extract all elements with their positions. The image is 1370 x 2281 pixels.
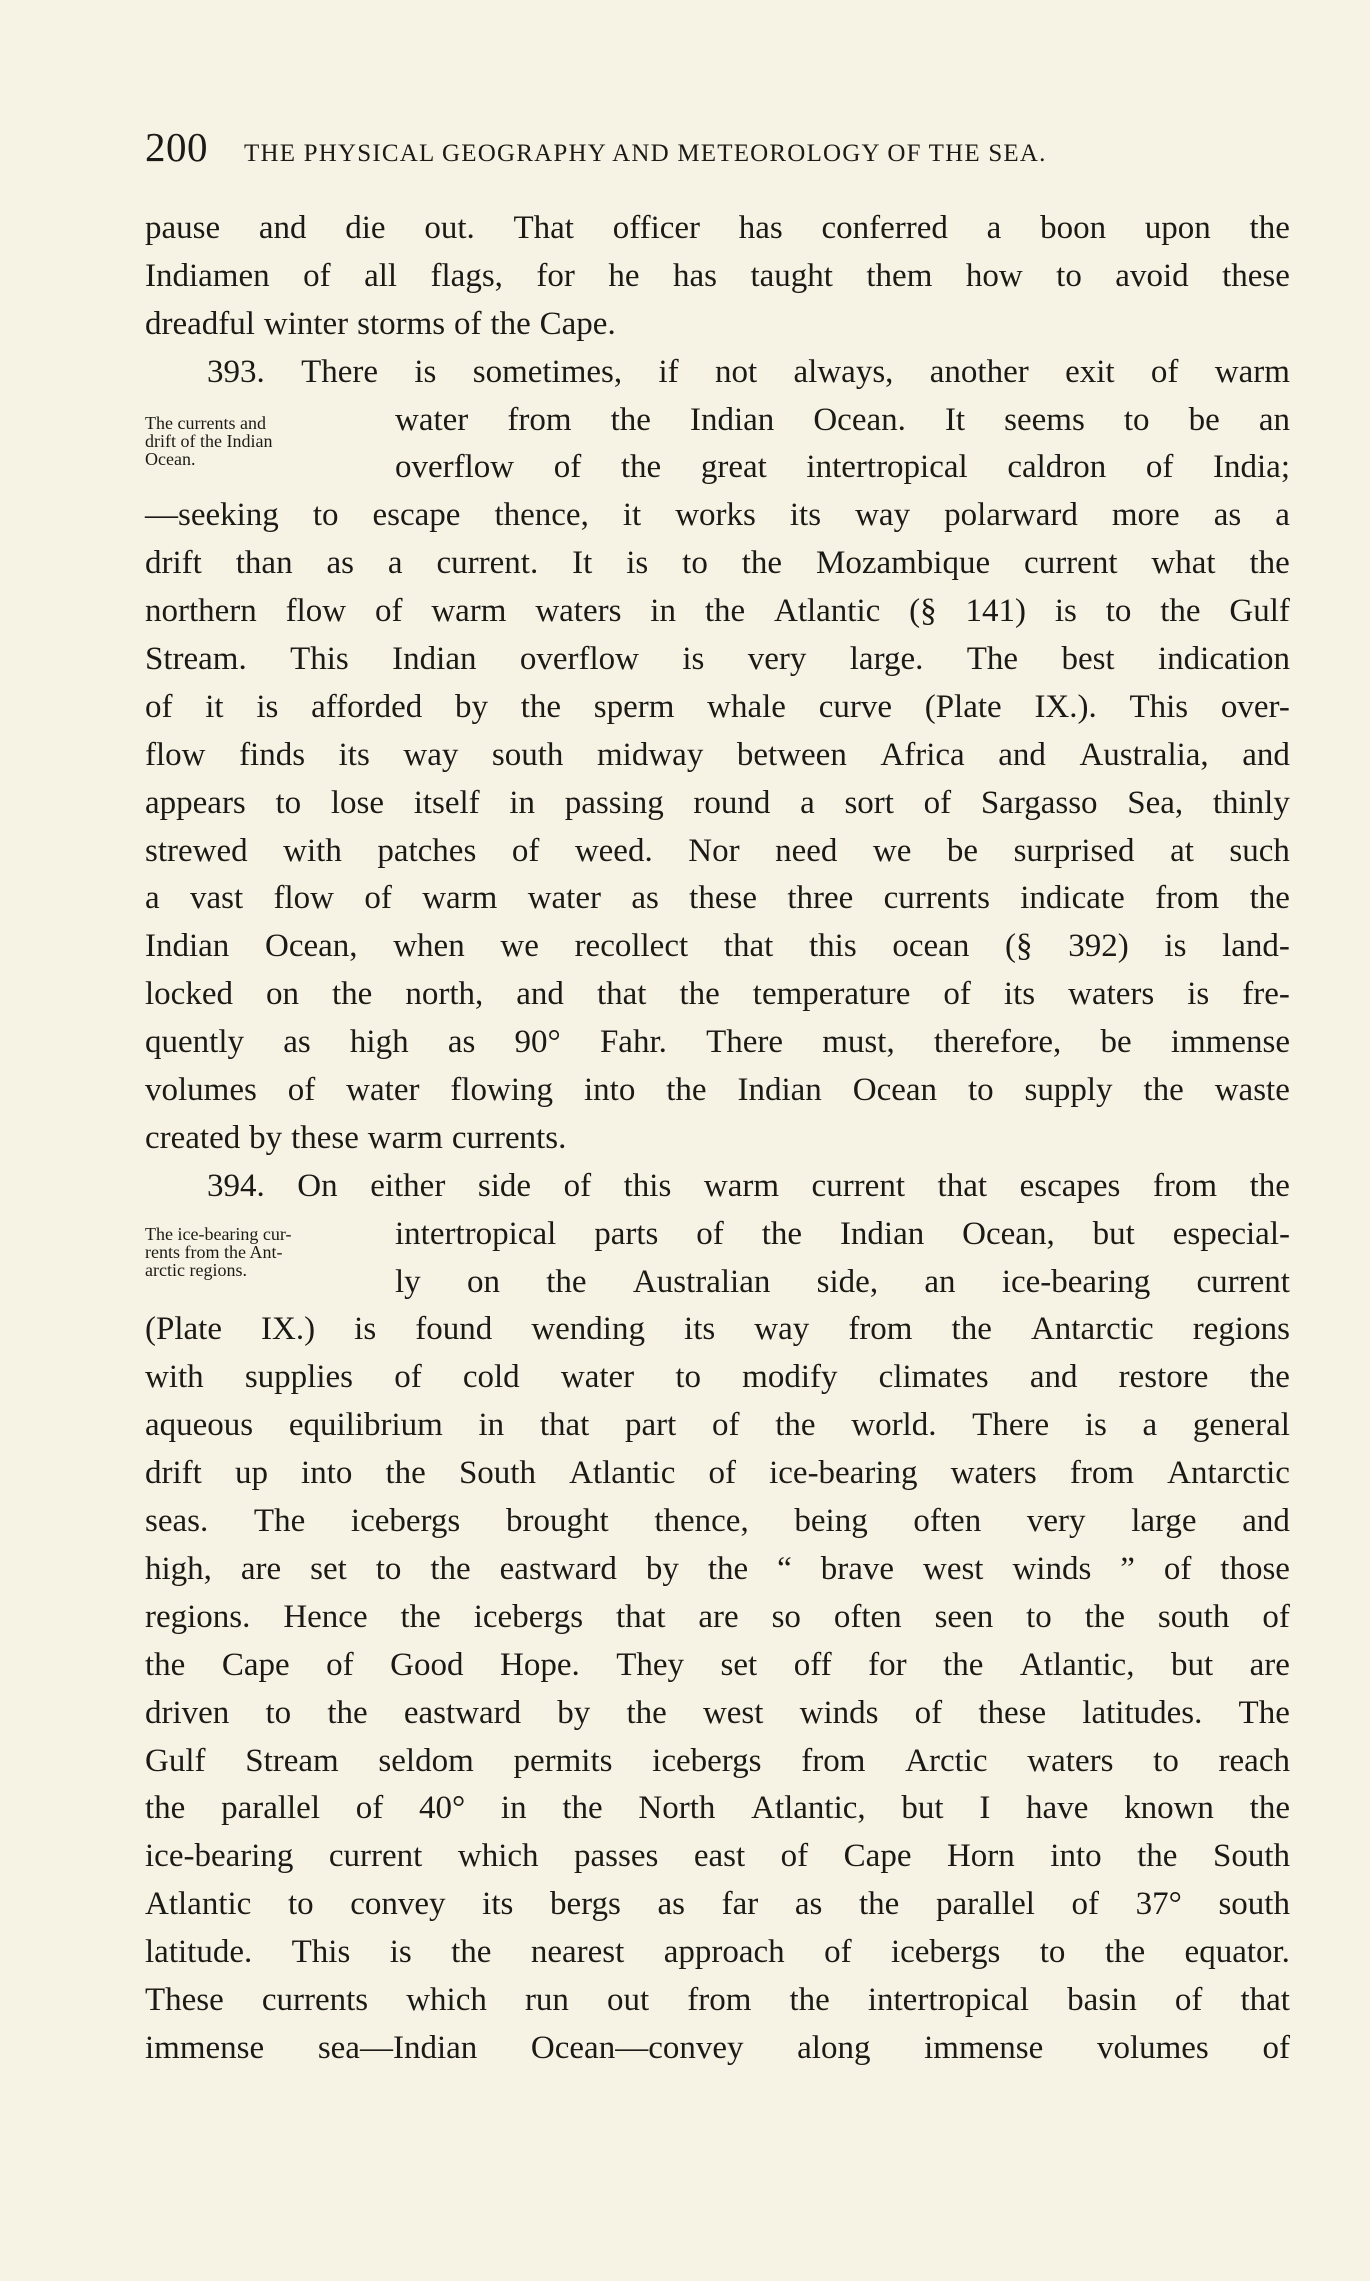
text-line: intertropical parts of the Indian Ocean, but especial- xyxy=(395,1215,1290,1252)
text-line: water from the Indian Ocean. It seems to be an xyxy=(395,401,1290,438)
text-line: Gulf Stream seldom permits icebergs from Arctic waters to reach xyxy=(145,1742,1290,1779)
text-line: These currents which run out from the intertropical basin of that xyxy=(145,1981,1290,2018)
text-line: northern flow of warm waters in the Atlantic (§ 141) is to the Gulf xyxy=(145,593,1290,630)
text-line: ly on the Australian side, an ice-bearing current xyxy=(395,1263,1290,1300)
text-line: (Plate IX.) is found wending its way from the Antarctic regions xyxy=(145,1311,1290,1348)
text-line: quently as high as 90° Fahr. There must, therefore, be immense xyxy=(145,1024,1290,1061)
text-line: locked on the north, and that the temperature of its waters is fre- xyxy=(145,976,1290,1013)
text-line: dreadful winter storms of the Cape. xyxy=(145,305,616,342)
text-line: strewed with patches of weed. Nor need we be surprised at such xyxy=(145,832,1290,869)
text-line: a vast flow of warm water as these three currents indicate from the xyxy=(145,880,1290,917)
text-line: Indiamen of all flags, for he has taught them how to avoid these xyxy=(145,257,1290,294)
text-line: the Cape of Good Hope. They set off for the Atlantic, but are xyxy=(145,1646,1290,1683)
text-line: —seeking to escape thence, it works its way polarward more as a xyxy=(145,497,1290,534)
text-line: Stream. This Indian overflow is very large. The best indication xyxy=(145,641,1290,678)
text-line: seas. The icebergs brought thence, being often very large and xyxy=(145,1503,1290,1540)
text-line: ice-bearing current which passes east of Cape Horn into the South xyxy=(145,1838,1290,1875)
text-line: of it is afforded by the sperm whale curve (Plate IX.). This over- xyxy=(145,688,1290,725)
paragraph-393-start: 393. There is sometimes, if not always, another exit of warm xyxy=(207,353,1290,390)
text-line: the parallel of 40° in the North Atlantic, but I have known the xyxy=(145,1790,1290,1827)
text-line: pause and die out. That officer has conferred a boon upon the xyxy=(145,210,1290,246)
sidenote-ice-bearing-currents: The ice-bearing cur- rents from the Ant- arctic regions. xyxy=(145,1223,292,1280)
text-line: overflow of the great intertropical caldron of India; xyxy=(395,449,1290,486)
text-line: driven to the eastward by the west winds of these latitudes. The xyxy=(145,1694,1290,1731)
page-number: 200 xyxy=(145,124,208,170)
text-line: drift up into the South Atlantic of ice-bearing waters from Antarctic xyxy=(145,1455,1290,1492)
text-line: aqueous equilibrium in that part of the world. There is a general xyxy=(145,1407,1290,1444)
text-line: drift than as a current. It is to the Mozambique current what the xyxy=(145,545,1290,582)
page-header xyxy=(145,122,1245,172)
running-title: THE PHYSICAL GEOGRAPHY AND METEOROLOGY OF THE SEA. xyxy=(244,140,1047,167)
text-line: immense sea—Indian Ocean—convey along immense volumes of xyxy=(145,2029,1290,2066)
text-line: high, are set to the eastward by the “ brave west winds ” of those xyxy=(145,1550,1290,1587)
text-line: latitude. This is the nearest approach of icebergs to the equator. xyxy=(145,1934,1290,1971)
text-line: Atlantic to convey its bergs as far as the parallel of 37° south xyxy=(145,1886,1290,1923)
paragraph-394-start: 394. On either side of this warm current that escapes from the xyxy=(207,1167,1290,1204)
text-line: Indian Ocean, when we recollect that this ocean (§ 392) is land- xyxy=(145,928,1290,965)
text-line: regions. Hence the icebergs that are so often seen to the south of xyxy=(145,1598,1290,1635)
sidenote-currents-indian-ocean: The currents and drift of the Indian Ocean. xyxy=(145,412,273,469)
text-line: volumes of water flowing into the Indian Ocean to supply the waste xyxy=(145,1072,1290,1109)
text-line: appears to lose itself in passing round a sort of Sargasso Sea, thinly xyxy=(145,784,1290,821)
body-text xyxy=(145,205,1290,2073)
sidenote-block-ice-bearing xyxy=(145,1211,1290,1307)
text-line: flow finds its way south midway between Africa and Australia, and xyxy=(145,736,1290,773)
text-line: created by these warm currents. xyxy=(145,1119,567,1156)
sidenote-block-indian-ocean xyxy=(145,397,1290,493)
text-line: with supplies of cold water to modify climates and restore the xyxy=(145,1359,1290,1396)
